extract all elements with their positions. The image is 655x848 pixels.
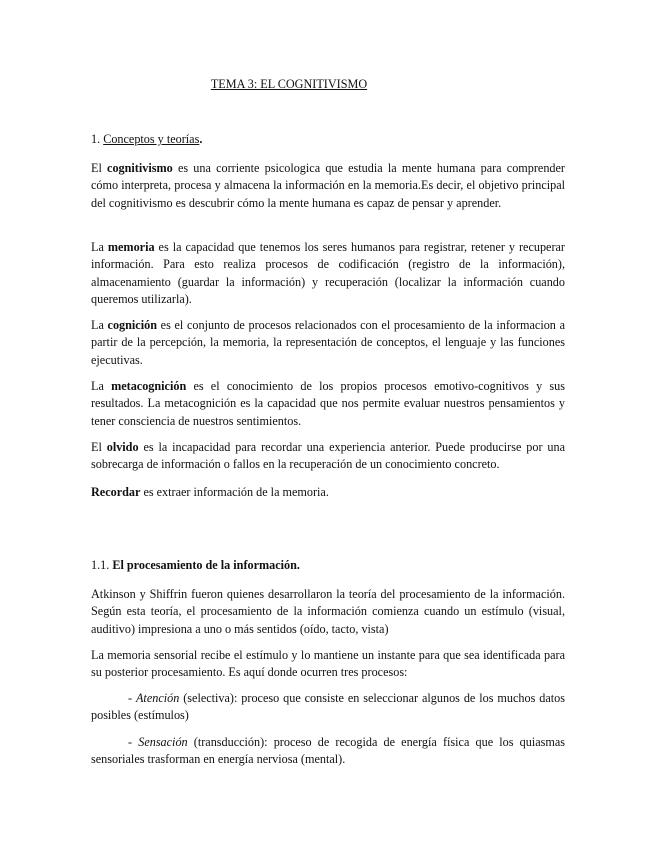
list-bullet: - xyxy=(128,735,139,749)
paragraph-text: es una corriente psicologica que estudia la mente humana para comprender cómo interpreta, procesa y almacena la información en la memoria.Es decir, el objetivo principal del cognitivismo es descubrir cómo la mente humana es capaz de pensar y aprender. xyxy=(91,161,565,210)
paragraph-text: es la capacidad que tenemos los seres humanos para registrar, retener y recuperar información. Para esto realiza procesos de codificación (registro de la información), almacenamiento (guardar la información) y recuperación (localizar la información cuando queremos utilizarla). xyxy=(91,240,565,307)
paragraph-prefix: La xyxy=(91,240,108,254)
section-label: El procesamiento de la información. xyxy=(112,558,300,572)
paragraph-prefix: La xyxy=(91,318,108,332)
list-item-text: (transducción): proceso de recogida de energía física que los quiasmas sensoriales trasforman en energía nerviosa (mental). xyxy=(91,735,565,767)
section-dot: . xyxy=(199,132,203,146)
section-number: 1. xyxy=(91,132,104,146)
section-label: Conceptos y teorías xyxy=(103,132,200,146)
paragraph-memoria-sensorial: La memoria sensorial recibe el estímulo y lo mantiene un instante para que sea identificada para su posterior procesamiento. Es aquí donde ocurren tres procesos: xyxy=(91,648,565,680)
paragraph-recordar xyxy=(91,484,565,501)
term-recordar: Recordar xyxy=(91,485,141,499)
paragraph-olvido xyxy=(91,439,565,474)
section-heading-1 xyxy=(91,131,565,148)
list-item-atencion xyxy=(91,690,565,725)
paragraph-text: es el conocimiento de los propios procesos emotivo-cognitivos y sus resultados. La metacognición es la capacidad que nos permite evaluar nuestros pensamientos y tener consciencia de nuestros sentimientos. xyxy=(91,379,566,428)
term-cognicion: cognición xyxy=(107,318,157,332)
paragraph-cognitivismo xyxy=(91,160,565,212)
term-metacognicion: metacognición xyxy=(111,379,187,393)
page-title: TEMA 3: EL COGNITIVISMO xyxy=(210,77,368,91)
paragraph-text: es el conjunto de procesos relacionados con el procesamiento de la informacion a partir de la percepción, la memoria, la representación de conceptos, el lenguaje y las funciones ejecutivas. xyxy=(91,318,565,367)
paragraph-prefix: El xyxy=(91,161,108,175)
paragraph-text: es extraer información de la memoria. xyxy=(140,485,329,499)
paragraph-prefix: El xyxy=(91,440,107,454)
term-sensacion: Sensación xyxy=(138,735,188,749)
paragraph-cognicion xyxy=(91,317,565,369)
paragraph-text: es la incapacidad para recordar una experiencia anterior. Puede producirse por una sobrecarga de información o fallos en la recuperación de un conocimiento concreto. xyxy=(91,440,565,472)
term-memoria: memoria xyxy=(107,240,155,254)
term-olvido: olvido xyxy=(106,440,139,454)
paragraph-prefix: La xyxy=(91,379,112,393)
term-atencion: Atención xyxy=(135,691,180,705)
paragraph-atkinson: Atkinson y Shiffrin fueron quienes desarrollaron la teoría del procesamiento de la información. Según esta teoría, el procesamiento de la información comienza cuando un estímulo (visual, auditivo) impresiona a uno o más sentidos (oído, tacto, vista) xyxy=(91,587,565,636)
section-heading-1-1 xyxy=(91,557,565,574)
paragraph-metacognicion xyxy=(91,378,565,430)
list-item-sensacion xyxy=(91,734,565,769)
section-number: 1.1. xyxy=(91,558,113,572)
list-bullet: - xyxy=(128,691,136,705)
list-item-text: (selectiva): proceso que consiste en seleccionar algunos de los muchos datos posibles (estímulos) xyxy=(91,691,565,723)
term-cognitivismo: cognitivismo xyxy=(107,161,173,175)
paragraph-memoria xyxy=(91,239,565,309)
